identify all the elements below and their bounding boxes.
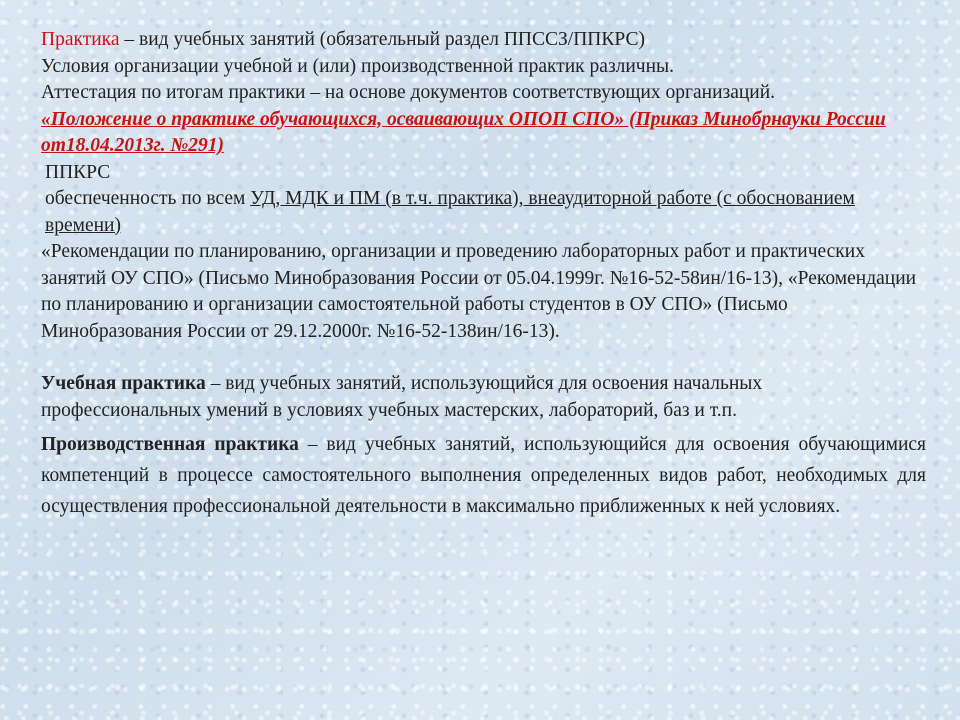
- recommendations-text: «Рекомендации по планированию, организации и проведению лабораторных работ и практических занятий ОУ СПО» (Письмо Минобразования России от 05.04.1999г. №16-52-58ин/16-13), «Рекомендации по планированию и организации самостоятельной работы студентов в ОУ СПО» (Письмо Минобразования России от 29.12.2000г. №16-52-138ин/16-13).: [41, 241, 917, 342]
- educational-practice-text: – вид учебных занятий, использующийся для освоения начальных профессиональных умений в условиях учебных мастерских, лабораторий, баз и т.п.: [41, 373, 763, 421]
- practice-attestation: Аттестация по итогам практики – на основе документов соответствующих организаций.: [41, 82, 776, 103]
- practice-definition: [41, 27, 926, 54]
- educational-practice-term: Учебная практика: [41, 373, 206, 394]
- ppkrs-title: ППКРС: [45, 161, 111, 183]
- practice-definition-text: – вид учебных занятий (обязательный раздел ППССЗ/ППКРС): [119, 29, 645, 50]
- practice-term: Практика: [41, 29, 120, 50]
- ppkrs-provision: [41, 186, 926, 239]
- spacer: [41, 345, 926, 371]
- production-practice: [41, 429, 926, 522]
- regulation-link[interactable]: «Положение о практике обучающихся, осваивающих ОПОП СПО» (Приказ Минобрнауки России от18.04.2013г. №291): [41, 108, 886, 156]
- educational-practice: [41, 371, 926, 424]
- slide-content: [41, 27, 926, 522]
- ppkrs-provision-underlined: УД, МДК и ПМ (в т.ч. практика), внеаудиторной работе (с обоснованием времени): [45, 188, 855, 236]
- production-practice-text: – вид учебных занятий, использующийся для освоения обучающимися компетенций в процессе самостоятельного выполнения определенных видов работ, необходимых для осуществления профессиональной деятельности в максимально приближенных к ней условиях.: [41, 434, 926, 517]
- production-practice-term: Производственная практика: [41, 434, 299, 455]
- practice-conditions: Условия организации учебной и (или) производственной практик различны.: [41, 55, 675, 77]
- ppkrs-provision-prefix: обеспеченность по всем: [45, 188, 251, 209]
